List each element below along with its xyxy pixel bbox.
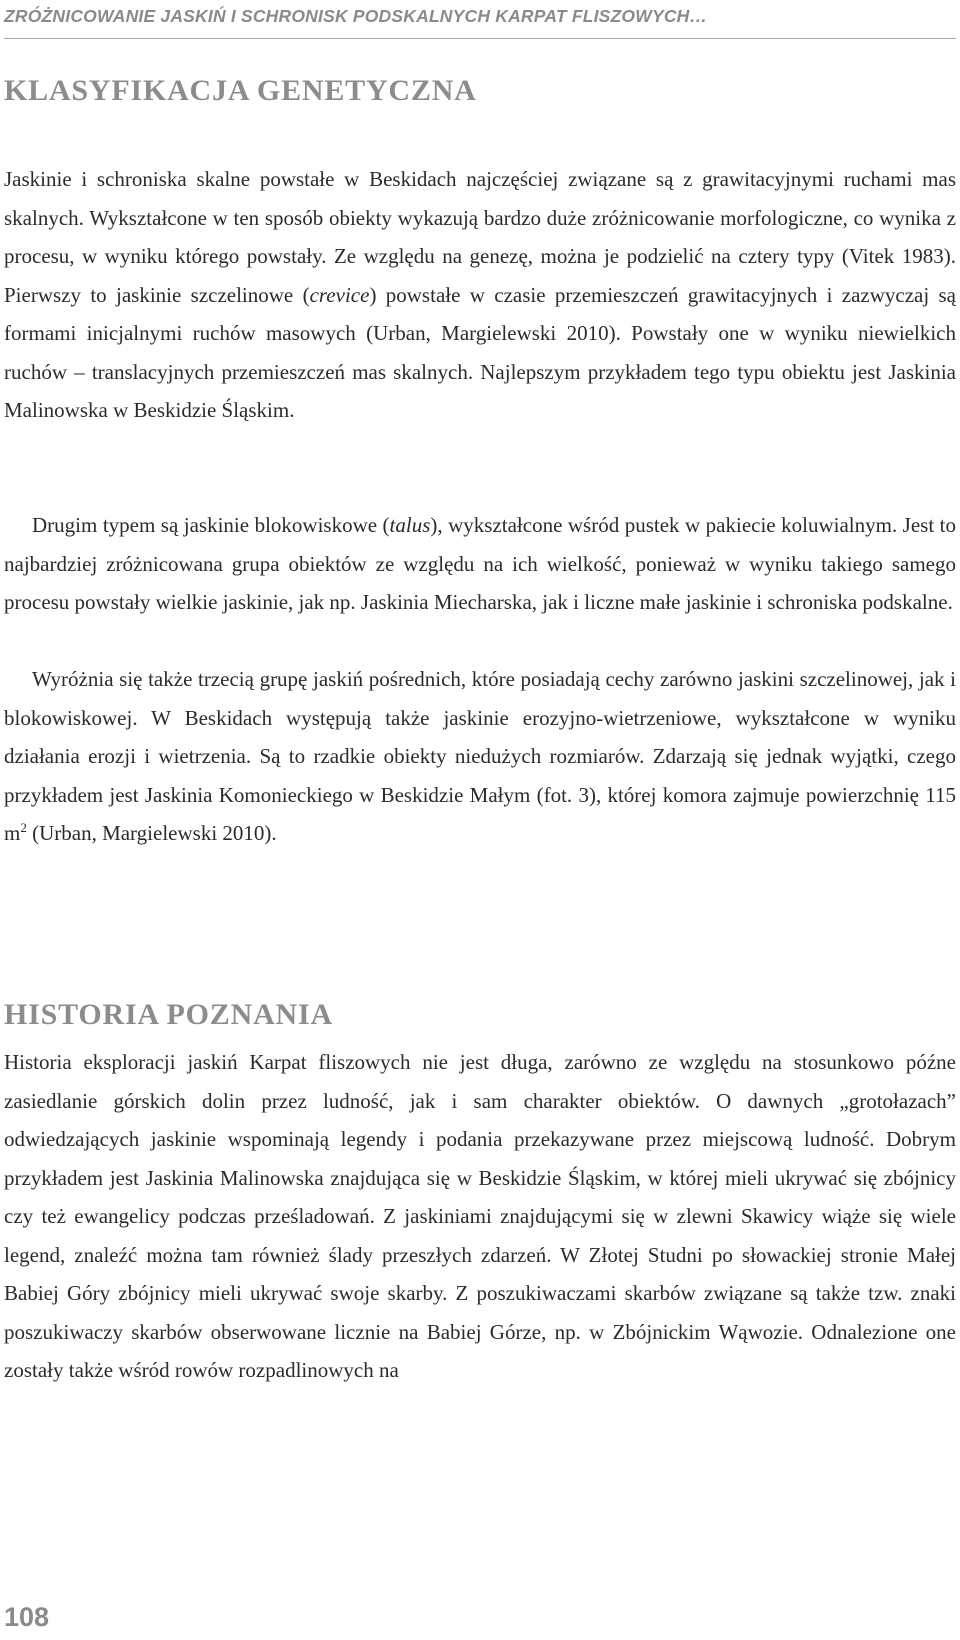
header-divider — [4, 38, 956, 39]
italic-term: talus — [389, 513, 431, 537]
text-span: (Urban, Margielewski 2010). — [26, 821, 277, 845]
paragraph-history-1: Historia eksploracji jaskiń Karpat fliszowych nie jest długa, zarówno ze względu na stosunkowo późne zasiedlanie górskich dolin przez ludność, jak i sam charakter obiektów. O dawnych „grotołazach” odwiedzających jaskinie wspominają legendy i podania przekazywane przez miejscową ludność. Dobrym przykładem jest Jaskinia Malinowska znajdująca się w Beskidzie Śląskim, w której mieli ukrywać się zbójnicy czy też ewangelicy podczas prześladowań. Z jaskiniami znajdującymi się w zlewni Skawicy wiąże się wiele legend, znaleźć można tam również ślady przeszłych zdarzeń. W Złotej Studni po słowackiej stronie Małej Babiej Góry zbójnicy mieli ukrywać swoje skarby. Z poszukiwaczami skarbów związane są także tzw. znaki poszukiwaczy skarbów obserwowane licznie na Babiej Górze, np. w Zbójnickim Wąwozie. Odnalezione one zostały także wśród rowów rozpadlinowych na — [4, 1050, 956, 1382]
paragraph-classification-1 — [4, 160, 956, 430]
running-head: ZRÓŻNICOWANIE JASKIŃ I SCHRONISK PODSKALNYCH KARPAT FLISZOWYCH… — [4, 6, 708, 26]
section-title-classification: KLASYFIKACJA GENETYCZNA — [4, 74, 477, 107]
paragraph-classification-2 — [4, 506, 956, 622]
page-number: 108 — [4, 1602, 50, 1632]
text-span: Wyróżnia się także trzecią grupę jaskiń pośrednich, które posiadają cechy zarówno jaskini szczelinowej, jak i blokowiskowej. W Beskidach występują także jaskinie erozyjno-wietrzeniowe, wykształcone w wyniku działania erozji i wietrzenia. Są to rzadkie obiekty niedużych rozmiarów. Zdarzają się jednak wyjątki, czego przykładem jest Jaskinia Komonieckiego w Beskidzie Małym (fot. 3), której komora zajmuje powierzchnię 115 m — [4, 667, 956, 845]
section-title-history: HISTORIA POZNANIA — [4, 998, 333, 1031]
text-span: Jaskinie i schroniska skalne powstałe w Beskidach najczęściej związane są z grawitacyjnymi ruchami mas skalnych. Wykształcone w ten sposób obiekty wykazują bardzo duże zróżnicowanie morfologiczne, co wynika z procesu, w wyniku którego powstały. Ze względu na genezę, można je podzielić na cztery typy (Vitek 1983). Pierwszy to jaskinie szczelinowe ( — [4, 167, 956, 307]
text-span: ), wykształcone wśród pustek w pakiecie koluwialnym. Jest to najbardziej zróżnicowana grupa obiektów ze względu na ich wielkość, ponieważ w wyniku takiego samego procesu powstały wielkie jaskinie, jak np. Jaskinia Miecharska, jak i liczne małe jaskinie i schroniska podskalne. — [4, 513, 956, 614]
superscript: 2 — [20, 820, 27, 835]
text-span: Drugim typem są jaskinie blokowiskowe ( — [32, 513, 390, 537]
text-span: ) powstałe w czasie przemieszczeń grawitacyjnych i zazwyczaj są formami inicjalnymi ruchów masowych (Urban, Margielewski 2010). Powstały one w wyniku niewielkich ruchów – translacyjnych przemieszczeń mas skalnych. Najlepszym przykładem tego typu obiektu jest Jaskinia Malinowska w Beskidzie Śląskim. — [4, 282, 956, 422]
italic-term: crevice — [309, 282, 370, 307]
paragraph-classification-3 — [4, 660, 956, 853]
